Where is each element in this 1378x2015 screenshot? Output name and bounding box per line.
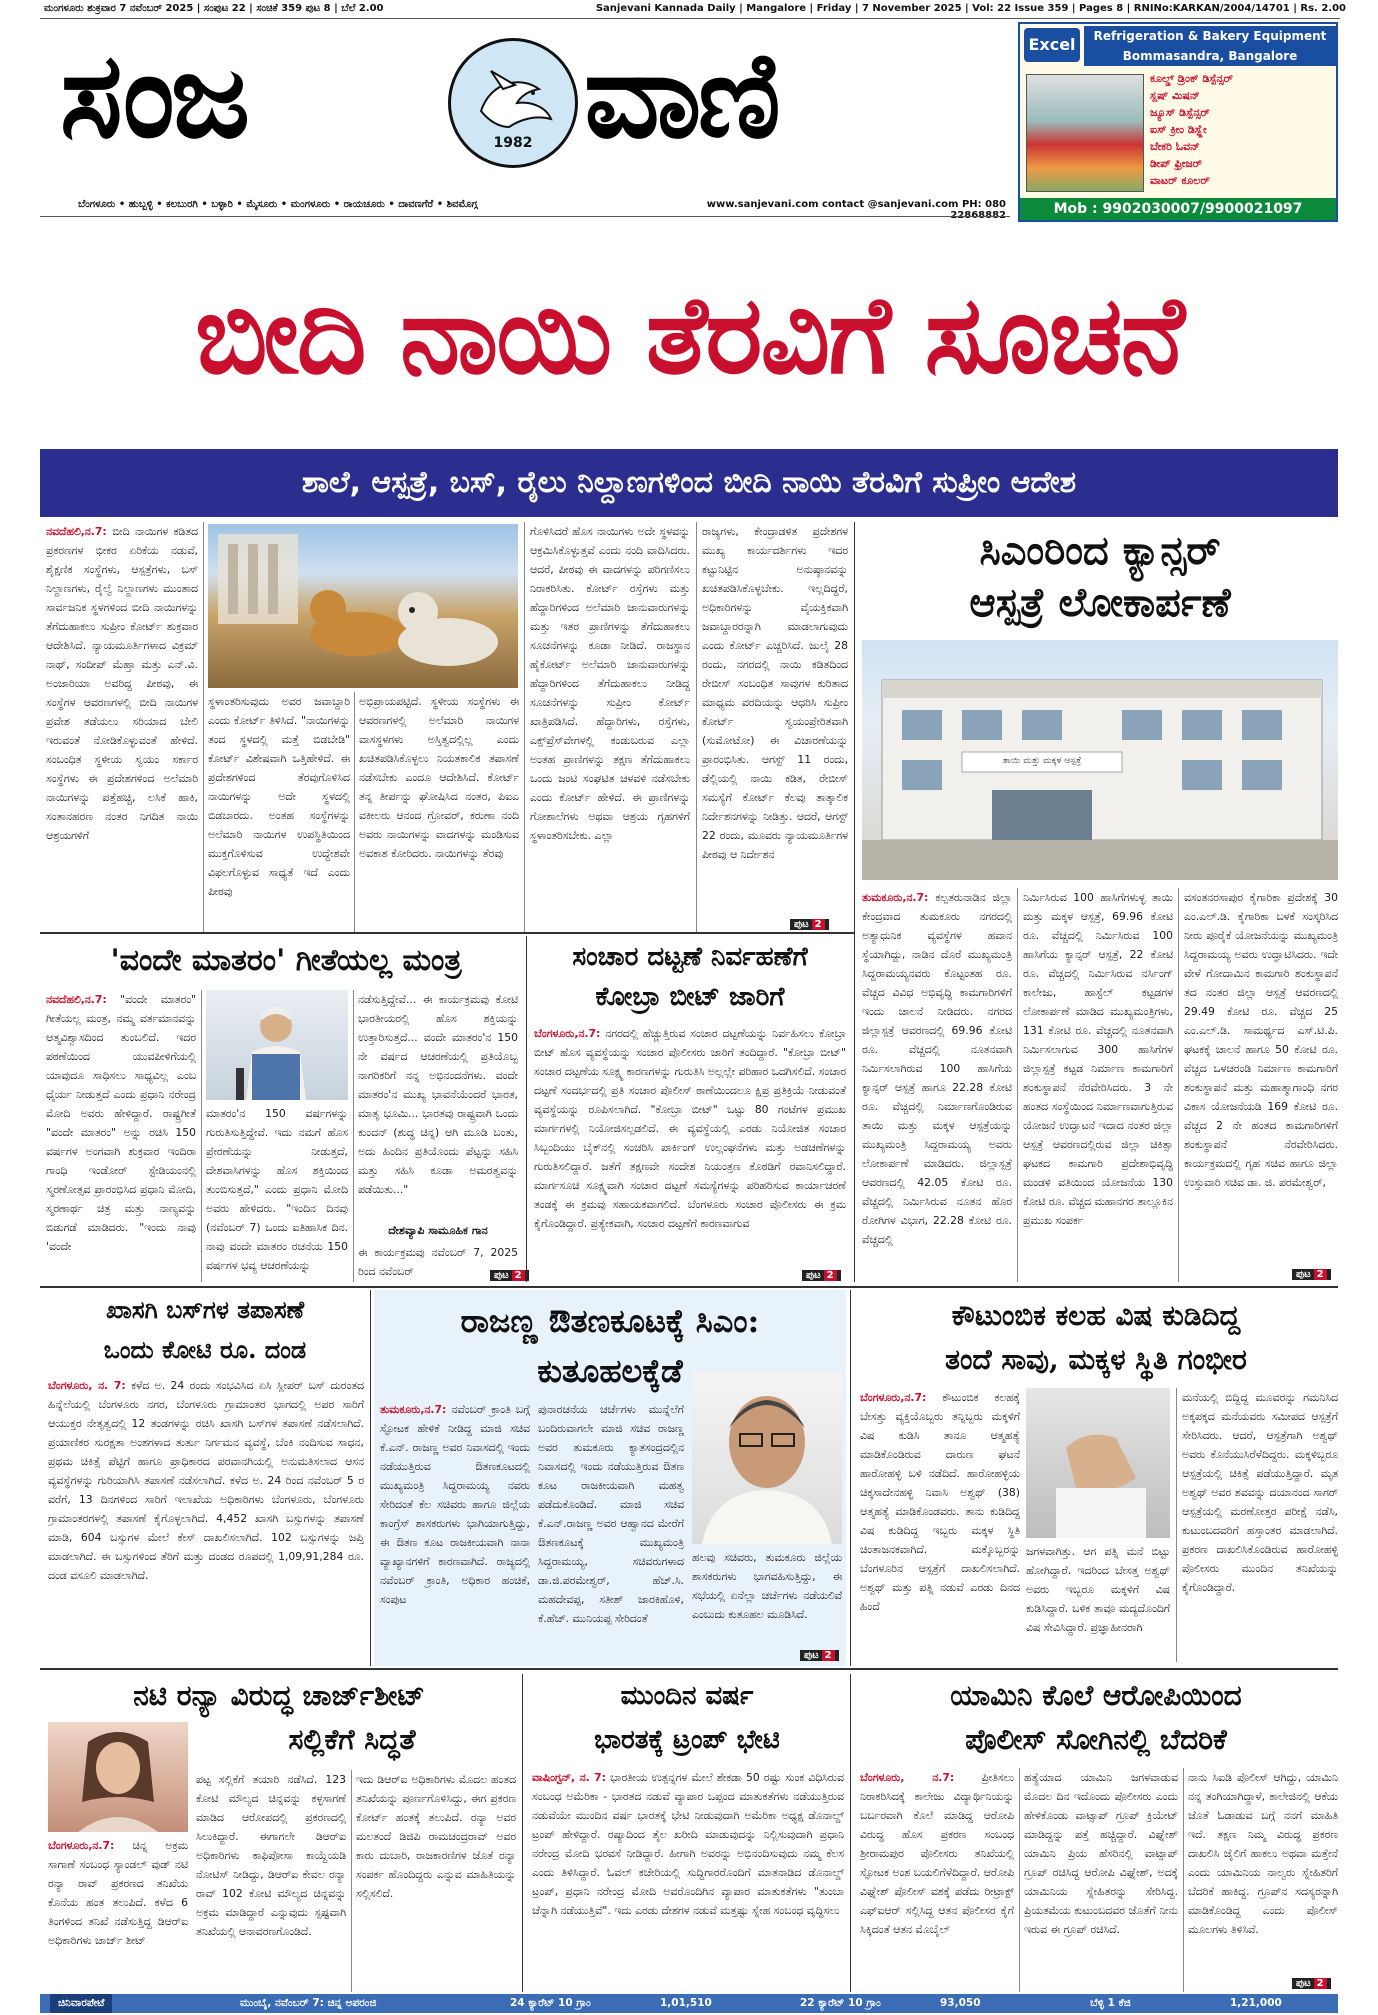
masthead-name-right: ವಾಣಿ xyxy=(584,26,777,164)
continued-label: ಪುಟ xyxy=(1296,1269,1311,1280)
continued-label: ಪುಟ xyxy=(1296,1978,1311,1989)
yamini-dateline: ಬೆಂಗಳೂರು, ನ.7: xyxy=(860,1771,955,1784)
continued-label: ಪುಟ xyxy=(494,1270,509,1281)
traffic-continued[interactable] xyxy=(802,1270,841,1281)
lead-body-1: ಬೀದಿ ನಾಯಿಗಳ ಕಡಿತದ ಪ್ರಕರಣಗಳ ಭೀಕರ ಏರಿಕೆಯ ನಡುವೆ, ಶೈಕ್ಷಣಿಕ ಸಂಸ್ಥೆಗಳು, ಆಸ್ಪತ್ರೆಗಳು, ಬಸ್ ನಿಲ್ದಾಣಗಳು, ರೈಲ್ವೆ ನಿಲ್ದಾಣಗಳು ಮುಂತಾದ ಸಾರ್ವಜನಿಕ ಸ್ಥಳಗಳಿಂದ ಬೀದಿ ನಾಯಿಗಳನ್ನು ತೆಗೆದುಹಾಕಲು ಸುಪ್ರೀಂ ಕೋರ್ಟ್ ಶುಕ್ರವಾರ ಆದೇಶಿಸಿದೆ. ನ್ಯಾಯಮೂರ್ತಿಗಳಾದ ವಿಕ್ರಮ್ ನಾಥ್, ಸಂದೀಪ್ ಮೆಹ್ತಾ ಮತ್ತು ಎನ್.ವಿ. ಅಂಜಾರಿಯಾ ಅವರಿದ್ದ ಪೀಠವು, ಈ ಸಂಸ್ಥೆಗಳ ಆವರಣಗಳಲ್ಲಿ ಬೀದಿ ನಾಯಿಗಳ ಪ್ರವೇಶ ತಡೆಯಲು ಸರಿಯಾದ ಬೇಲಿ ಇರುವಂತೆ ನೋಡಿಕೊಳ್ಳುವಂತೆ ಹೇಳಿದೆ. ಸಂಬಂಧಿತ ಸ್ಥಳೀಯ ಸ್ವಯಂ ಸರ್ಕಾರ ಸಂಸ್ಥೆಗಳು ಈ ಪ್ರದೇಶಗಳಿಂದ ಅಲೆಮಾರಿ ನಾಯಿಗಳನ್ನು ಪತ್ತೆಹಚ್ಚಿ, ಲಸಿಕೆ ಹಾಕಿ, ಸಂತಾನಹರಣ ನಂತರ ನಿಗದಿತ ನಾಯಿ ಆಶ್ರಯಗಳಿಗೆ xyxy=(46,525,198,842)
ranya-body-2: ಇದು ಡಿಆರ್‌ಐ ಅಧಿಕಾರಿಗಳು ಮೊದಲ ಹಂತದ ತನಿಖೆಯನ್ನು ಪೂರ್ಣಗೊಳಿಸಿದ್ದು, ಈಗ ಪ್ರಕರಣ ಕೋರ್ಟ್ ಹಂತಕ್ಕೆ ತಲುಪಿದೆ. ರನ್ಯಾ ಅವರ ಮಲತಂದೆ ಡಿಜಿಪಿ ರಾಮಚಂದ್ರರಾವ್ ಅವರ ಕಾರು ದುಬಾರಿ, ರಾಜಕಾರಣಿಗಳ ಜೊತೆ ರನ್ಯಾ ಸಂಪರ್ಕ ಹೊಂದಿದ್ದರು ಎನ್ನುವ ಮಾಹಿತಿಯನ್ನು ಸಲ್ಲಿಸಲಿದೆ. xyxy=(356,1773,516,1900)
ticker-22k-label: 22 ಕ್ಯಾರೆಟ್ 10 ಗ್ರಾಂ xyxy=(800,1997,881,2009)
ticker-24k-label: 24 ಕ್ಯಾರೆಟ್ 10 ಗ್ರಾಂ xyxy=(510,1997,591,2009)
vande-dateline: ನವದೆಹಲಿ,ನ.7: xyxy=(46,993,107,1006)
yamini-headline-2: ಪೊಲೀಸ್ ಸೋಗಿನಲ್ಲಿ ಬೆದರಿಕೆ xyxy=(965,1723,1227,1756)
vande-continued[interactable] xyxy=(490,1270,529,1281)
trump-body xyxy=(532,1768,844,1992)
vande-col-3 xyxy=(358,990,518,1222)
cancer-hospital-photo xyxy=(862,640,1338,880)
lead-body-2: ಸ್ಥಳಾಂತರಿಸುವುದು ಅವರ ಜವಾಬ್ದಾರಿ ಎಂದು ಕೋರ್ಟ್ ತಿಳಿಸಿದೆ. "ನಾಯಿಗಳನ್ನು ತಂದ ಸ್ಥಳದಲ್ಲಿ ಮತ್ತೆ ಬಿಡಬೇಡಿ" ಕೋರ್ಟ್ ವಿಶೇಷವಾಗಿ ಒತ್ತಿಹೇಳಿದೆ. ಈ ಪ್ರದೇಶಗಳಿಂದ ತೆರವುಗೊಳಿಸಿದ ನಾಯಿಗಳನ್ನು ಅದೇ ಸ್ಥಳದಲ್ಲಿ ಬಿಡಬಾರದು. ಅಂತಹ ಸಂಸ್ಥೆಗಳನ್ನು ಅಲೆಮಾರಿ ನಾಯಿಗಳ ಉಪಸ್ಥಿತಿಯಿಂದ ಮುಕ್ತಗೊಳಿಸುವ ಉದ್ದೇಶವೇ ವಿಫಲಗೊಳ್ಳುವ ಸಾಧ್ಯತೆ ಇದೆ ಎಂದು ಪೀಠವು xyxy=(208,695,350,898)
traffic-headline-1: ಸಂಚಾರ ದಟ್ಟಣೆ ನಿರ್ವಹಣೆಗೆ xyxy=(572,942,808,972)
vande-body-3: ನಡೆಸುತ್ತಿದ್ದೇವೆ... ಈ ಕಾರ್ಯಕ್ರಮವು ಕೋಟಿ ಭಾರತೀಯರಲ್ಲಿ ಹೊಸ ಶಕ್ತಿಯನ್ನು ಉತ್ತಾರಿಸುತ್ತದೆ... ವಂದೇ ಮಾತರಂ'ನ 150 ನೇ ವರ್ಷದ ಆಚರಣೆಯಲ್ಲಿ ಪ್ರತಿಯೊಬ್ಬ ನಾಗರಿಕರಿಗೆ ನನ್ನ ಅಭಿನಂದನೆಗಳು. ವಂದೇ ಮಾತರಂ'ನ ಮುಖ್ಯ ಭಾವನೆಯೆಂದರೆ ಭಾರತ, ಮಾತೃ ಭೂಮಿ... ಭಾರತವು ರಾಷ್ಟ್ರವಾಗಿ ಒಂದು ಕುಂದನ್ (ಶುದ್ಧ ಚಿನ್ನ) ಆಗಿ ಮೂಡಿ ಬಂತು, ಅದು ಹಿಂದಿನ ಪ್ರತಿಯೊಂದು ಪೆಟ್ಟನ್ನು ಸಹಿಸಿ ಮತ್ತು ಸಹಿಸಿ ಕೂಡಾ ಅಮರತ್ವವನ್ನು ಪಡೆಯಿತು..." xyxy=(358,993,518,1196)
cancer-headline-2: ಆಸ್ಪತ್ರೆ ಲೋಕಾರ್ಪಣೆ xyxy=(969,579,1231,626)
vande-body-1: "ವಂದೇ ಮಾತರಂ" ಗೀತೆಯಲ್ಲ ಮಂತ್ರ, ನಮ್ಮ ವರ್ತಮಾನವನ್ನು ಆತ್ಮವಿಶ್ವಾಸದಿಂದ ತುಂಬಲಿದೆ. ಇದರ ಪಠಣೆಯಿಂದ ಯುವಪೀಳಿಗೆಯಲ್ಲಿ ಯಾವುದೂ ಸಾಧಿಸಲು ಸಾಧ್ಯವಿಲ್ಲ ಎಂಬ ಧೈರ್ಯ ನೀಡುತ್ತದೆ ಎಂದು ಪ್ರಧಾನಿ ನರೇಂದ್ರ ಮೋದಿ ಅವರು ಹೇಳಿದ್ದಾರೆ. ರಾಷ್ಟ್ರಗೀತೆ "ವಂದೇ ಮಾತರಂ" ಅನ್ನು ರಚಿಸಿ 150 ವರ್ಷಗಳ ಅಂಗವಾಗಿ ಶುಕ್ರವಾರ ಇಂದಿರಾ ಗಾಂಧಿ ಇಂಡೋರ್ ಸ್ಟೇಡಿಯಂನಲ್ಲಿ ಸ್ಮರಣೋತ್ಸವ ಪ್ರಾರಂಭಿಸಿದ ಪ್ರಧಾನಿ ಮೋದಿ, ಸ್ಮರಣಾರ್ಥ ಚಿತ್ರ ಮತ್ತು ನಾಣ್ಯವನ್ನು ಬಿಡುಗಡೆ ಮಾಡಿದರು. "ಇಂದು ನಾವು 'ವಂದೇ xyxy=(46,993,196,1253)
continued-label: ಪುಟ xyxy=(794,919,809,930)
lead-col-2 xyxy=(208,692,350,932)
traffic-body-text: ನಗರದಲ್ಲಿ ಹೆಚ್ಚುತ್ತಿರುವ ಸಂಚಾರ ದಟ್ಟಣೆಯನ್ನು ನಿರ್ವಹಿಸಲು ಕೋಬ್ರಾ ಬೀಟ್ ಹೊಸ ವ್ಯವಸ್ಥೆಯನ್ನು ಸಂಚಾರ ಪೊಲೀಸರು ಜಾರಿಗೆ ತಂದಿದ್ದಾರೆ. "ಕೋಬ್ರಾ ಬೀಟ್" ಸಂಚಾರ ದಟ್ಟಣೆಯ ಸೂಕ್ಷ್ಮ ಕಾರಣಗಳನ್ನು ಗುರುತಿಸಿ ಅಲ್ಲಲ್ಲೇ ಪರಿಹಾರ ಒದಗಿಸಲಿದೆ. ಸಂಚಾರ ದಟ್ಟಣೆ ಸಂದರ್ಭದಲ್ಲಿ ಪ್ರತಿ ಸಂಚಾರ ಪೊಲೀಸ್ ಠಾಣೆಯಿಂದಲೂ ಕ್ಷಿಪ್ರ ಪ್ರತಿಕ್ರಿಯೆ ನೀಡುವಂತೆ ವ್ಯವಸ್ಥೆಯನ್ನು ರೂಪಿಸಲಾಗಿದೆ. "ಕೋಬ್ರಾ ಬೀಟ್" ಒಟ್ಟು 80 ಗಂಟೆಗಳ ಪ್ರಮುಖ ಮಾರ್ಗಗಳಲ್ಲಿ ನಿಯೋಜಿಸಲ್ಪಡಲಿದೆ. ಈ ವ್ಯವಸ್ಥೆಯಲ್ಲಿ ಎರಡು ನಿಯೋಜಿತ ಸಂಚಾರ ಸಿಬ್ಬಂದಿಯು ಬೈಕ್‌ನಲ್ಲಿ ಸಂಚರಿಸಿ ಪಾರ್ಕಿಂಗ್ ಉಲ್ಲಂಘನೆಗಳು ಮತ್ತು ಅಡಚಣೆಗಳನ್ನು ಗುರುತಿಸಲಿದ್ದಾರೆ. ಜತೆಗೆ ತಕ್ಷಣವೇ ಸಂದೇಶ ನಿಯಂತ್ರಣ ಕೊಠಡಿಗೆ ರವಾನಿಸಲಿದ್ದಾರೆ. ಮಾರ್ಗಸೂಚಿ ಸೂಕ್ಷ್ಮವಾಗಿ ಸಂಚಾರ ದಟ್ಟಣೆ ಸಮಸ್ಯೆಗಳನ್ನು ಪರಿಹರಿಸುವ ಕಾರ್ಯಾಚರಣೆ ತಂಡಕ್ಕೆ ಈ ಕ್ರಮವು ಸಹಾಯಕವಾಗಲಿದೆ. ಬೆಂಗಳೂರು ಸಂಚಾರ ಪೊಲೀಸರು ಈ ಕ್ರಮ ಕೈಗೊಂಡಿದ್ದಾರೆ. ಪ್ರತ್ಯೇಕವಾಗಿ, ಸಂಚಾರ ದಟ್ಟಣೆಗೆ ಕಾರಣವಾಗುವ xyxy=(534,1027,846,1230)
cancer-body-2: ನಿರ್ಮಿಸಿರುವ 100 ಹಾಸಿಗೆಗಳುಳ್ಳ ತಾಯಿ ಮತ್ತು ಮಕ್ಕಳ ಆಸ್ಪತ್ರೆ, 69.96 ಕೋಟಿ ರೂ. ವೆಚ್ಚದಲ್ಲಿ ನಿರ್ಮಿಸಿರುವ 100 ಹಾಸಿಗೆಯ ಕ್ಯಾನ್ಸರ್ ಆಸ್ಪತ್ರೆ, 22 ಕೋಟಿ ರೂ. ವೆಚ್ಚದಲ್ಲಿ ನಿರ್ಮಿಸಿರುವ ನರ್ಸಿಂಗ್ ಕಾಲೇಜು, ಹಾಸ್ಟೆಲ್ ಕಟ್ಟಡಗಳ ಲೋಕಾರ್ಪಣೆ ಮಾಡಿದ ಮುಖ್ಯಮಂತ್ರಿಗಳು, 131 ಕೋಟಿ ರೂ. ವೆಚ್ಚದಲ್ಲಿ ನೂತನವಾಗಿ ನಿರ್ಮಿಸಲಾಗುವ 300 ಹಾಸಿಗೆಗಳ ಜಿಲ್ಲಾಸ್ಪತ್ರೆ ಕಟ್ಟಡ ನಿರ್ಮಾಣ ಕಾಮಗಾರಿಗೆ ಶಂಕುಸ್ಥಾಪನೆ ನೆರವೇರಿಸಿದರು. 3 ನೇ ಹಂತದ ಸಂಸ್ಥೆಯಿಂದ ನಿರ್ಮಾಣವಾಗುತ್ತಿರುವ ಯೋಜನೆ ಉದ್ಘಾಟನೆ ಇದಾದ ನಂತರ ಜಿಲ್ಲಾ ಆಸ್ಪತ್ರೆ ಆವರಣದಲ್ಲಿರುವ ಜಿಲ್ಲಾ ಚಿಕಿತ್ಸಾ ಘಟಕದ ಕಾಮಗಾರಿ ಪ್ರದೇಶಾಭಿವೃದ್ಧಿ ಮಂಡಳಿ ವತಿಯಿಂದ ಯೋಜನೆಯ 130 ಕೋಟಿ ರೂ. ವೆಚ್ಚದ ಮಹಾನಗರ ತಾಲ್ಲೂಕಿನ ಪ್ರಮುಖ ಸಂಪರ್ಕ xyxy=(1023,891,1173,1227)
bus-body-text: ಕಳೆದ ಅ. 24 ರಂದು ಸಂಭವಿಸಿದ ಏಸಿ ಸ್ಲೀಪರ್ ಬಸ್ ದುರಂತದ ಹಿನ್ನೆಲೆಯಲ್ಲಿ ಬೆಂಗಳೂರು ನಗರ, ಬೆಂಗಳೂರು ಗ್ರಾಮಾಂತರ ಭಾಗದಲ್ಲಿ ಅಪರ ಸಾರಿಗೆ ಆಯುಕ್ತರ ನೇತೃತ್ವದಲ್ಲಿ 12 ತಂಡಗಳನ್ನು ರಚಿಸಿ ಖಾಸಗಿ ಬಸ್‌ಗಳ ತಪಾಸಣೆ ನಡೆಸಲಾಗಿದೆ. ಪ್ರಯಾಣಿಕರ ಸುರಕ್ಷತಾ ಅಂಶಗಳಾದ ತುರ್ತು ನಿರ್ಗಮನ ವ್ಯವಸ್ಥೆ, ಬೆಂಕಿ ನಂದಿಸುವ ಸಾಧನ, ಪ್ರಥಮ ಚಿಕಿತ್ಸೆ ಪೆಟ್ಟಿಗೆ ಹಾಗೂ ಪ್ರಾಧಿಕಾರದ ಪರವಾನಗಿಯಲ್ಲಿ ಅನುಮತಿಸಲಾದ ಆಸನ ವ್ಯವಸ್ಥೆಗಳನ್ನು ಗುರಿಯಾಗಿಸಿ ತಪಾಸಣೆ ನಡೆಸಲಾಗಿದೆ. ಕಳೆದ ಅ. 24 ರಿಂದ ನವೆಂಬರ್ 5 ರ ವರೆಗೆ, 13 ದಿನಗಳಿಂದ ಸಾರಿಗೆ ಇಲಾಖೆಯ ಅಧಿಕಾರಿಗಳು ಬೆಂಗಳೂರು, ಬೆಂಗಳೂರು ಗ್ರಾಮಾಂತರಗಳಲ್ಲಿ ತಪಾಸಣೆ ಕೈಗೊಳ್ಳಲಾಗಿದೆ. 4,452 ಖಾಸಗಿ ಬಸ್ಸುಗಳನ್ನು ತಪಾಸಣೆ ಮಾಡಿ, 604 ಬಸ್ಸುಗಳ ಮೇಲೆ ಕೇಸ್ ದಾಖಲಿಸಲಾಗಿದೆ. 102 ಬಸ್ಸುಗಳನ್ನು ಜಪ್ತಿ ಮಾಡಲಾಗಿದೆ. ಈ ಬಸ್ಸುಗಳಿಂದ ತೆರಿಗೆ ಮತ್ತು ದಂಡದ ರೂಪದಲ್ಲಿ 1,09,91,284 ರೂ. ದಂಡ ವಸೂಲಿ ಮಾಡಲಾಗಿದೆ. xyxy=(48,1379,364,1582)
ad-line: ಸ್ಲಷ್ ಮಿಷನ್ xyxy=(1150,89,1200,102)
lead-col-5 xyxy=(702,522,848,917)
rajanna-col-3 xyxy=(692,1548,842,1654)
continued-page: 2 xyxy=(1314,1978,1327,1989)
ad-line: ಡೀಪ್ ಫ್ರೀಜರ್ xyxy=(1150,157,1203,170)
lead-photo-dogs xyxy=(208,524,518,688)
rajanna-headline-1: ರಾಜಣ್ಣ ಔತಣಕೂಟಕ್ಕೆ ಸಿಎಂ: xyxy=(460,1302,760,1340)
rajanna-headline-2: ಕುತೂಹಲಕ್ಕೆಡೆ xyxy=(537,1352,683,1390)
cancer-dateline: ತುಮಕೂರು,ನ.7: xyxy=(862,891,929,904)
continued-label: ಪುಟ xyxy=(806,1270,821,1281)
ad-brand: Excel xyxy=(1024,28,1080,62)
bus-headline-1: ಖಾಸಗಿ ಬಸ್‌ಗಳ ತಪಾಸಣೆ xyxy=(105,1295,305,1324)
vande-body-2: ಮಾತರಂ'ನ 150 ವರ್ಷಗಳನ್ನು ಗುರುತಿಸುತ್ತಿದ್ದೇವೆ. ಇದು ನಮಗೆ ಹೊಸ ಪ್ರೇರಣೆಯನ್ನು ನೀಡುತ್ತದೆ, ದೇಶವಾಸಿಗಳನ್ನು ಹೊಸ ಶಕ್ತಿಯಿಂದ ತುಂಬಿಸುತ್ತದೆ," ಎಂದು ಪ್ರಧಾನಿ ಮೋದಿ ಅವರು ಹೇಳಿದರು. "ಇಂದಿನ ದಿನವು (ನವೆಂಬರ್ 7) ಒಂದು ಐತಿಹಾಸಿಕ ದಿನ. ನಾವು ವಂದೇ ಮಾತರಂ ರಚನೆಯ 150 ವರ್ಷಗಳ ಭವ್ಯ ಆಚರಣೆಯನ್ನು xyxy=(206,1107,348,1272)
rajanna-col-2 xyxy=(538,1400,684,1662)
rajanna-body-3: ಹಲವು ಸಚಿವರು, ತುಮಕೂರು ಜಿಲ್ಲೆಯ ಶಾಸಕರುಗಳು ಭಾಗವಹಿಸುತ್ತಿದ್ದು, ಈ ಸಭೆಯಲ್ಲಿ ಏನೆಲ್ಲಾ ಚರ್ಚೆಗಳು ನಡೆಯಲಿವೆ ಎಂಬುದು ಕುತೂಹಲ ಮೂಡಿಸಿದೆ. xyxy=(692,1551,842,1621)
lead-col-4 xyxy=(530,522,690,932)
ranya-body-1: ಪಟ್ಟ ಸಲ್ಲಿಕೆಗೆ ತಯಾರಿ ನಡೆಸಿದೆ. 123 ಕೋಟಿ ಮೌಲ್ಯದ ಚಿನ್ನವನ್ನು ಕಳ್ಳಸಾಗಣೆ ಮಾಡಿದ ಆರೋಪದಲ್ಲಿ ಪ್ರಕರಣದಲ್ಲಿ ಸಿಲುಕಿದ್ದಾರೆ. ಈಗಾಗಲೇ ಡಿಆರ್‌ಐ ಅಧಿಕಾರಿಗಳು ಕಾಫಿಪೋಸಾ ಕಾಯ್ದೆಯಡಿ ನೋಟಿಸ್ ನೀಡಿದ್ದು, ಡಿಆರ್‌ಐ ಕೇವಲ ರನ್ಯಾ ರಾವ್ 102 ಕೋಟಿ ಮೌಲ್ಯದ ಚಿನ್ನವನ್ನು ಅಕ್ರಮ ಮಾಡಿದ್ದಾರೆ ಎನ್ನುವುದು ಸ್ಪಷ್ಟವಾಗಿ ತನಿಖೆಯಲ್ಲಿ ಆನಾವರಣಗೊಂಡಿದೆ. xyxy=(196,1773,346,1938)
continued-page: 2 xyxy=(1314,1269,1327,1280)
ticker-22k-value: 93,050 xyxy=(940,1997,981,2009)
dateline-english: Sanjevani Kannada Daily | Mangalore | Friday | 7 November 2025 | Vol: 22 Issue 359 | Pages 8 | RNINo:KARKAN/2004/14701 | Rs. 2.00 xyxy=(595,3,1346,14)
cancer-col-1 xyxy=(862,888,1012,1282)
cancer-body-3: ವಸಂತನರಸಾಪುರ ಕೈಗಾರಿಕಾ ಪ್ರದೇಶಕ್ಕೆ 30 ಎಂ.ಎಲ್.ಡಿ. ಕೈಗಾರಿಕಾ ಬಳಕೆ ಸಂಸ್ಕರಿಸಿದ ನೀರು ಪೂರೈಕೆ ಯೋಜನೆಯನ್ನು ಮುಖ್ಯಮಂತ್ರಿ ಸಿದ್ದರಾಮಯ್ಯ ಅವರು ಉದ್ಘಾಟಿಸಿದರು. ಇದೇ ವೇಳೆ ಗೋದಾಮಿನ ಕಾಮಗಾರಿ ಶಂಕುಸ್ಥಾಪನೆ ತದ ನಂತರ ಜಿಲ್ಲಾ ಆಸ್ಪತ್ರೆ ಆವರಣದಲ್ಲಿ 29.49 ಕೋಟಿ ರೂ. ವೆಚ್ಚದ 25 ಎಂ.ಎಲ್.ಡಿ. ಸಾಮರ್ಥ್ಯದ ಎಸ್.ಟಿ.ಪಿ. ಘಟಕಕ್ಕೆ ಚಾಲನೆ ಹಾಗೂ 50 ಕೋಟಿ ರೂ. ವೆಚ್ಚದ ಒಳಚರಂಡಿ ನಿರ್ಮಾಣ ಕಾಮಗಾರಿಗೆ ಶಂಕುಸ್ಥಾಪನೆ ಮತ್ತು ಮಹಾತ್ಮಾಗಾಂಧಿ ನಗರ ವಿಕಾಸ ಯೋಜನೆಯಡಿ 169 ಕೋಟಿ ರೂ. ವೆಚ್ಚದ 2 ನೇ ಹಂತದ ಕಾಮಗಾರಿಗಳಿಗೆ ಶಂಕುಸ್ಥಾಪನೆ ನೆರವೇರಿಸಿದರು. ಕಾರ್ಯಕ್ರಮದಲ್ಲಿ ಗೃಹ ಸಚಿವ ಹಾಗೂ ಜಿಲ್ಲಾ ಉಸ್ತುವಾರಿ ಸಚಿವ ಡಾ. ಜಿ. ಪರಮೇಶ್ವರ್, xyxy=(1184,891,1338,1189)
ranya-headline-2: ಸಲ್ಲಿಕೆಗೆ ಸಿದ್ಧತೆ xyxy=(288,1723,416,1756)
ticker-city: ಮುಂಬೈ, ನವೆಂಬರ್ 7: ಚಿನ್ನ ಅಪರಂಜಿ xyxy=(240,1997,377,2009)
family-photo xyxy=(1026,1388,1170,1538)
yamini-body-1: ಪ್ರೀತಿಸಲು ನಿರಾಕರಿಸಿದಕ್ಕೆ ಕಾಲೇಜು ವಿದ್ಯಾರ್ಥಿನಿಯನ್ನು ಬರ್ಬರವಾಗಿ ಕೊಲೆ ಮಾಡಿದ್ದ ಆರೋಪಿ ವಿರುದ್ಧ ಹೊಸ ಪ್ರಕರಣ ಸಂಬಂಧ ಶ್ರೀರಾಮಪುರ ಪೊಲೀಸರು ತನಿಖೆಯಲ್ಲಿ ಸ್ಫೋಟಕ ಅಂಶ ಬಯಲಿಗೆಳೆದಿದ್ದಾರೆ. ಆರೋಪಿ ವಿಘ್ನೇಶ್ ಪೊಲೀಸ್ ವಶಕ್ಕೆ ಪಡೆದು ರೀಟ್ರಾಕ್ಟ್ ಎಫ್‌ಐಆರ್ ಸಲ್ಲಿಸಿದ್ದ ಆತನ ಪೊಲೀಸರ ಕೈಗೆ ಸಿಕ್ಕಿದಂತೆ ಆತನ ಮೊಬೈಲ್ xyxy=(860,1771,1014,1936)
continued-page: 2 xyxy=(512,1270,525,1281)
ranya-dateline: ಬೆಂಗಳೂರು,ನ.7: xyxy=(48,1839,115,1852)
cancer-body-1: ಕಲ್ಪತರುನಾಡಿನ ಜಿಲ್ಲಾ ಕೇಂದ್ರವಾದ ತುಮಕೂರು ನಗರದಲ್ಲಿ ಅತ್ಯಾಧುನಿಕ ವ್ಯವಸ್ಥೆಗಳ ಹವಾನ ಸ್ಥೆಯಾಗಿದ್ದು, ನಾಡಿನ ದೊರೆ ಮುಖ್ಯಮಂತ್ರಿ ಸಿದ್ದರಾಮಯ್ಯನವರು ಕೊಟ್ಟಂತಹ ರೂ. ವೆಚ್ಚದ ವಿವಿಧ ಅಭಿವೃದ್ಧಿ ಕಾಮಗಾರಿಗಳಿಗೆ ಇಂದು ಚಾಲನೆ ನೀಡಿದರು. ನಗರದ ಜಿಲ್ಲಾಸ್ಪತ್ರೆ ಆವರಣದಲ್ಲಿ 69.96 ಕೋಟಿ ರೂ. ವೆಚ್ಚದಲ್ಲಿ ನೂತನವಾಗಿ ನಿರ್ಮಿಸಲಾಗಿರುವ 100 ಹಾಸಿಗೆಯ ಕ್ಯಾನ್ಸರ್ ಆಸ್ಪತ್ರೆ ಹಾಗೂ 22.28 ಕೋಟಿ ರೂ. ವೆಚ್ಚದಲ್ಲಿ ನಿರ್ಮಾಣಗೊಂಡಿರುವ ತಾಯಿ ಮತ್ತು ಮಕ್ಕಳ ಆಸ್ಪತ್ರೆಯನ್ನು ಮುಖ್ಯಮಂತ್ರಿ ಸಿದ್ದರಾಮಯ್ಯ ಅವರು ಲೋಕಾರ್ಪಣೆ ಮಾಡಿದರು. ಜಿಲ್ಲಾಸ್ಪತ್ರೆ ಆವರಣದಲ್ಲಿ 42.05 ಕೋಟಿ ರೂ. ವೆಚ್ಚದಲ್ಲಿ ನಿರ್ಮಿಸಿರುವ ನೂತನ ಹೊರ ರೋಗಿಗಳ ವಿಭಾಗ, 22.28 ಕೋಟಿ ರೂ. ವೆಚ್ಚದಲ್ಲಿ xyxy=(862,891,1012,1246)
family-body-2: ಜಗಳವಾಗಿತ್ತು. ಆಗ ಪತ್ನಿ ಮನೆ ಬಿಟ್ಟು ಹೋಗಿದ್ದಾರೆ. ಇದರಿಂದ ಬೇಸತ್ತ ಅಶ್ವಥ್ ಅವರು ಇಬ್ಬರೂ ಮಕ್ಕಳಿಗೆ ವಿಷ ಕುಡಿಸಿದ್ದಾರೆ. ಬಳಿಕ ತಾವೂ ಮದ್ಯದೊಂದಿಗೆ ವಿಷ ಸೇವಿಸಿದ್ದಾರೆ. ಪ್ರಜ್ಞಾಹೀನರಾಗಿ xyxy=(1026,1545,1170,1634)
family-col-1 xyxy=(860,1388,1020,1662)
rajanna-dateline: ತುಮಕೂರು,ನ.7: xyxy=(380,1403,447,1416)
ad-line: ವಾಟರ್ ಕೂಲರ್ xyxy=(1150,174,1210,187)
yamini-col-3 xyxy=(1188,1768,1338,1974)
continued-page: 2 xyxy=(824,1270,837,1281)
yamini-headline-1: ಯಾಮಿನಿ ಕೊಲೆ ಆರೋಪಿಯಿಂದ xyxy=(950,1679,1242,1712)
ranya-headline-1: ನಟಿ ರನ್ಯಾ ವಿರುದ್ಧ ಚಾರ್ಜ್‌ಶೀಟ್ xyxy=(133,1679,425,1712)
lead-headline: ಬೀದಿ ನಾಯಿ ತೆರವಿಗೆ ಸೂಚನೆ xyxy=(195,273,1183,398)
gold-ticker xyxy=(40,1994,1338,2013)
rajanna-photo xyxy=(692,1372,842,1544)
traffic-dateline: ಬೆಂಗಳೂರು,ನ.7: xyxy=(534,1027,601,1040)
ad-location: Bommasandra, Bangalore xyxy=(1084,46,1336,66)
modi-photo xyxy=(206,990,348,1100)
trump-body-text: ಭಾರತೀಯ ಉತ್ಪನ್ನಗಳ ಮೇಲೆ ಶೇಕಡಾ 50 ರಷ್ಟು ಸುಂಕ ವಿಧಿಸಿರುವ ಸಂಬಂಧ ಅಮೆರಿಕಾ - ಭಾರತದ ನಡುವೆ ವ್ಯಾಪಾರ ಒಪ್ಪಂದ ಮಾತುಕತೆಗಳು ನಡೆಯುತ್ತಿರುವ ನಡುವೆಯೇ ಮುಂದಿನ ವರ್ಷ ಭಾರತಕ್ಕೆ ಭೇಟಿ ನೀಡುವುದಾಗಿ ಅಮೆರಿಕಾ ಅಧ್ಯಕ್ಷ ಡೊನಾಲ್ಡ್ ಟ್ರಂಪ್ ಹೇಳಿದ್ದಾರೆ. ರಷ್ಯಾದಿಂದ ತೈಲ ಖರೀದಿ ಮಾಡುವುದನ್ನು ನಿಲ್ಲಿಸುವುದಾಗಿ ಪ್ರಧಾನಿ ನರೇಂದ್ರ ಮೋದಿ ಭರವಸೆ ನೀಡಿದ್ದಾರೆ. ಹೀಗಾಗಿ ಅವರನ್ನು ಅಭಿನಂದಿಸುವುದು ನಮ್ಮ ಕೆಲಸ ಎಂದು ತಿಳಿಸಿದ್ದಾರೆ. ಓವಲ್ ಕಚೇರಿಯಲ್ಲಿ ಸುದ್ದಿಗಾರರೊಂದಿಗೆ ಮಾತನಾಡಿದ ಡೊನಾಲ್ಡ್ ಟ್ರಂಪ್, ಪ್ರಧಾನಿ ನರೇಂದ್ರ ಮೋದಿ ಅವರೊಂದಿಗಿನ ವ್ಯಾಪಾರ ಮಾತುಕತೆಗಳು "ತುಂಬಾ ಚೆನ್ನಾಗಿ ನಡೆಯುತ್ತಿವೆ". ಇದು ಎರಡು ದೇಶಗಳ ನಡುವೆ ಮತ್ತಷ್ಟು ಸ್ನೇಹ ಸಂಬಂಧ ವೃದ್ಧಿಸಲು xyxy=(532,1771,844,1917)
masthead-logo xyxy=(448,38,578,168)
lead-subhead: ಶಾಲೆ, ಆಸ್ಪತ್ರೆ, ಬಸ್, ರೈಲು ನಿಲ್ದಾಣಗಳಿಂದ ಬೀದಿ ನಾಯಿ ತೆರವಿಗೆ ಸುಪ್ರೀಂ ಆದೇಶ xyxy=(40,449,1338,517)
family-headline-2: ತಂದೆ ಸಾವು, ಮಕ್ಕಳ ಸ್ಥಿತಿ ಗಂಭೀರ xyxy=(945,1343,1247,1376)
rajanna-body-1: ನವೆಂಬರ್ ಕ್ರಾಂತಿ ಬಗ್ಗೆ ಸ್ಫೋಟಕ ಹೇಳಿಕೆ ನೀಡಿದ್ದ ಮಾಜಿ ಸಚಿವ ಕೆ.ಎನ್. ರಾಜಣ್ಣ ಅವರ ನಿವಾಸದಲ್ಲಿ ಇಂದು ನಡೆಯುತ್ತಿರುವ ಔತಣಕೂಟದಲ್ಲಿ ಮುಖ್ಯಮಂತ್ರಿ ಸಿದ್ದರಾಮಯ್ಯ ನವರು ಸೇರಿದಂತೆ ಕೆಲ ಸಚಿವರು ಹಾಗೂ ಜಿಲ್ಲೆಯ ಕಾಂಗ್ರೆಸ್ ಶಾಸಕರುಗಳು ಭಾಗಿಯಾಗುತ್ತಿದ್ದು, ಈ ಔತಣ ಕೂಟ ರಾಜಕೀಯವಾಗಿ ನಾನಾ ವ್ಯಾಖ್ಯಾನಗಳಿಗೆ ಕಾರಣವಾಗಿದೆ. ರಾಜ್ಯದಲ್ಲಿ ನವೆಂಬರ್ ಕ್ರಾಂತಿ, ಅಧಿಕಾರ ಹಂಚಿಕೆ, ಸಂಪುಟ xyxy=(380,1403,530,1606)
ranya-photo xyxy=(48,1722,188,1832)
yamini-body-2: ಹತ್ಯೆಯಾದ ಯಾಮಿನಿ ಜಗಳವಾಡುವ ಮೊದಲ ದಿನ ಇದೊಂದು ಪೊಲೀಸರು ಎಂದು ಹೇಳಿಕೊಂಡು ವಾಟ್ಸಾಪ್ ಗ್ರೂಪ್ ಕ್ರಿಯೇಟ್ ಮಾಡಿದ್ದನ್ನು ಪತ್ತೆ ಹಚ್ಚಿದ್ದಾರೆ. ವಿಘ್ನೇಶ್ ಯಾಮಿನಿ ಪ್ರಿಯ ಹೆಸರಿನಲ್ಲಿ ವಾಟ್ಸಾಪ್ ಗ್ರೂಪ್ ರಚಿಸಿದ್ದ ಆರೋಪಿ ವಿಘ್ನೇಶ್, ಅದಕ್ಕೆ ಯಾಮಿನಿಯ ಸ್ನೇಹಿತರನ್ನು ಸೇರಿಸಿದ್ದ. ಪ್ರಿಯತಮೆಯ ಕುಟುಂಬದವರ ಜೊತೆಗೆ ನೀನು ಇರುವ ಈ ಗ್ರೂಪ್ ರಚಿಸಿದೆ. xyxy=(1024,1771,1178,1936)
ad-product-image xyxy=(1026,74,1144,192)
family-col-3 xyxy=(1182,1388,1338,1662)
advertisement[interactable] xyxy=(1018,22,1338,222)
masthead-name-left: ಸಂಜ xyxy=(60,26,247,164)
continued-page: 2 xyxy=(822,1650,835,1661)
logo-year: 1982 xyxy=(493,135,533,151)
ad-title: Refrigeration & Bakery Equipment xyxy=(1084,26,1336,46)
family-headline-1: ಕೌಟುಂಬಿಕ ಕಲಹ ವಿಷ ಕುಡಿದಿದ್ದ xyxy=(951,1299,1241,1332)
ad-product-list xyxy=(1150,70,1334,189)
vande-body-4: ಈ ಕಾರ್ಯಕ್ರಮವು ನವೆಂಬರ್ 7, 2025 ರಿಂದ ನವೆಂಬರ್ xyxy=(358,1246,518,1278)
cancer-col-2 xyxy=(1023,888,1173,1282)
rajanna-col-1 xyxy=(380,1400,530,1662)
trump-headline-1: ಮುಂದಿನ ವರ್ಷ xyxy=(620,1681,754,1711)
trump-dateline: ವಾಷಿಂಗ್ಟನ್, ನ. 7: xyxy=(532,1771,606,1784)
ad-line: ಐಸ್ ಕ್ರೀಂ ಡಿಸ್ಪ್ಲೇ xyxy=(1150,123,1207,136)
ticker-silver-value: 1,21,000 xyxy=(1230,1997,1282,2009)
contact-line: www.sanjevani.com contact @sanjevani.com PH: 080 xyxy=(706,199,1006,210)
family-body-1: ಕೌಟುಂಬಿಕ ಕಲಹಕ್ಕೆ ಬೇಸತ್ತು ವ್ಯಕ್ತಿಯೊಬ್ಬರು ತನ್ನಿಬ್ಬರು ಮಕ್ಕಳಿಗೆ ವಿಷ ಕುಡಿಸಿ ತಾನೂ ಆತ್ಮಹತ್ಯೆ ಮಾಡಿಕೊಂಡಿರುವ ದಾರುಣ ಘಟನೆ ಹಾರೋಹಳ್ಳಿ ಬಳಿ ನಡೆದಿದೆ. ಹಾರೋಹಳ್ಳಿಯ ಚಿಕ್ಕಸಾದೇನಹಳ್ಳಿ ನಿವಾಸಿ ಅಶ್ವಥ್ (38) ಆತ್ಮಹತ್ಯೆ ಮಾಡಿಕೊಂಡವರು. ತಾನು ಕುಡಿದಿದ್ದ ವಿಷ ಕುಡಿದಿದ್ದ ಇಬ್ಬರು ಮಕ್ಕಳ ಸ್ಥಿತಿ ಚಿಂತಾಜನಕವಾಗಿದೆ. ಮಕ್ಕೊಬ್ಬರನ್ನು ಬೆಂಗಳೂರಿನ ಆಸ್ಪತ್ರೆಗೆ ದಾಖಲಿಸಲಾಗಿದೆ. ಅಶ್ವಥ್ ಮತ್ತು ಪತ್ನಿ ನಡುವೆ ಎರಡು ದಿನದ ಹಿಂದೆ xyxy=(860,1391,1020,1613)
bus-headline-2: ಒಂದು ಕೋಟಿ ರೂ. ದಂಡ xyxy=(103,1335,307,1364)
traffic-headline-2: ಕೋಬ್ರಾ ಬೀಟ್ ಜಾರಿಗೆ xyxy=(595,982,785,1012)
bus-body xyxy=(48,1376,364,1660)
lead-body-3: ಅಭಿಪ್ರಾಯಪಟ್ಟಿದೆ. ಸ್ಥಳೀಯ ಸಂಸ್ಥೆಗಳು ಈ ಆವರಣಗಳಲ್ಲಿ ಅಲೆಮಾರಿ ನಾಯಿಗಳ ವಾಸಸ್ಥಳಗಳು ಅಸ್ತಿತ್ವದಲ್ಲಿಲ್ಲ ಎಂದು ಖಚಿತಪಡಿಸಿಕೊಳ್ಳಲು ನಿಯತಕಾಲಿಕ ತಪಾಸಣೆ ನಡೆಸಬೇಕು ಎಂದೂ ಆದೇಶಿಸಿದೆ. ಕೋರ್ಟ್ ತನ್ನ ತೀರ್ಪನ್ನು ಘೋಷಿಸಿದ ನಂತರ, ಪಿಐಎ ವಕೀಲರು ಆನಂದ ಗ್ರೋವರ್, ಕರುಣಾ ನಂದಿ ಅವರು ನಾಯಿಗಳನ್ನು ವಾದಗಳನ್ನು ಮಂಡಿಸುವ ಅವಕಾಶ ಕೋರಿದರು. ನಾಯಿಗಳನ್ನು ತೆರವು xyxy=(359,695,519,860)
lead-continued[interactable] xyxy=(790,919,829,930)
ticker-silver-label: ಬೆಳ್ಳಿ 1 ಕೆಜಿ xyxy=(1090,1997,1131,2009)
vande-col-2 xyxy=(206,1104,348,1282)
rajanna-continued[interactable] xyxy=(800,1650,839,1661)
family-dateline: ಬೆಂಗಳೂರು,ನ.7: xyxy=(860,1391,927,1404)
ad-line: ಕೂಲ್ಡ್ ಡ್ರಿಂಕ್ ಡಿಸ್ಪೆನ್ಸರ್ xyxy=(1150,72,1233,85)
lead-body-4: ಗೊಳಿಸಿದರೆ ಹೊಸ ನಾಯಿಗಳು ಅದೇ ಸ್ಥಳವನ್ನು ಆಕ್ರಮಿಸಿಕೊಳ್ಳುತ್ತವೆ ಎಂದು ನಂದಿ ವಾದಿಸಿದರು. ಆದರೆ, ಪೀಠವು ಈ ವಾದಗಳನ್ನು ಪರಿಗಣಿಸಲು ನಿರಾಕರಿಸಿತು. ಕೋರ್ಟ್ ರಸ್ತೆಗಳು ಮತ್ತು ಹೆದ್ದಾರಿಗಳಿಂದ ಅಲೆಮಾರಿ ಜಾನುವಾರುಗಳನ್ನು ಮತ್ತು ಇತರ ಪ್ರಾಣಿಗಳನ್ನು ತೆಗೆದುಹಾಕಲು ಸೂಚನೆಗಳನ್ನು ಕೂಡಾ ನೀಡಿದೆ. ರಾಜಸ್ಥಾನ ಹೈಕೋರ್ಟ್ ಅಲೆಮಾರಿ ಜಾನುವಾರುಗಳನ್ನು ಹೆದ್ದಾರಿಗಳಿಂದ ತೆಗೆದುಹಾಕಲು ನೀಡಿದ್ದ ಸೂಚನೆಗಳನ್ನು ಸುಪ್ರೀಂ ಕೋರ್ಟ್ ಖಾತ್ರಿಪಡಿಸಿದೆ. ಹೆದ್ದಾರಿಗಳು, ರಸ್ತೆಗಳು, ಎಕ್ಸ್‌ಪ್ರೆಸ್‌ವೇಗಳಲ್ಲಿ ಕಂಡುಬರುವ ಎಲ್ಲಾ ಅಂತಹ ಪ್ರಾಣಿಗಳನ್ನು ತಕ್ಷಣ ತೆಗೆದುಹಾಕಲು ಒಂದು ಜಂಟಿ ಸಂಘಟಿತ ಚಳವಳಿ ನಡೆಸಬೇಕು ಎಂದು ಕೋರ್ಟ್ ಹೇಳಿದೆ. ಈ ಪ್ರಾಣಿಗಳನ್ನು ಗೋಶಾಲೆಗಳು ಅಥವಾ ಆಶ್ರಯ ಗೃಹಗಳಿಗೆ ಸ್ಥಳಾಂತರಿಸಬೇಕು. ಎಲ್ಲಾ xyxy=(530,525,690,842)
traffic-body xyxy=(534,1024,846,1268)
trump-headline-2: ಭಾರತಕ್ಕೆ ಟ್ರಂಪ್ ಭೇಟಿ xyxy=(594,1725,780,1755)
continued-page: 2 xyxy=(812,919,825,930)
family-col-2 xyxy=(1026,1542,1170,1662)
yamini-continued[interactable] xyxy=(1292,1978,1331,1989)
bus-dateline: ಬೆಂಗಳೂರು, ನ. 7: xyxy=(48,1379,126,1392)
lead-dateline: ನವದೆಹಲಿ,ನ.7: xyxy=(46,525,107,538)
rajanna-body-2: ಪುನಾರಚನೆಯ ಚರ್ಚೆಗಳು ಮುನ್ನೆಲೆಗೆ ಬಂದಿರುವಾಗಲೇ ಮಾಜಿ ಸಚಿವ ರಾಜಣ್ಣ ಅವರ ತುಮಕೂರು ಕ್ಯಾತಸಂದ್ರದಲ್ಲಿನ ನಿವಾಸದಲ್ಲಿ ಇಂದು ನಡೆಯುತ್ತಿರುವ ಔತಣ ಕೂಟ ರಾಜಕೀಯವಾಗಿ ಮಹತ್ವ ಪಡೆದುಕೊಂಡಿದೆ. ಮಾಜಿ ಸಚಿವ ಕೆ.ಎನ್.ರಾಜಣ್ಣ ಅವರ ಆಹ್ವಾನದ ಮೇರೆಗೆ ಔತಣಕೂಟಕ್ಕೆ ಮುಖ್ಯಮಂತ್ರಿ ಸಿದ್ದರಾಮಯ್ಯ, ಸಚಿವರುಗಳಾದ ಡಾ.ಜಿ.ಪರಮೇಶ್ವರ್, ಹೆಚ್.ಸಿ. ಮಹದೇವಪ್ಪ, ಸತೀಶ್ ಜಾರಕಿಹೊಳಿ, ಕೆ.ಹೆಚ್. ಮುನಿಯಪ್ಪ ಸೇರಿದಂತೆ xyxy=(538,1403,684,1625)
family-body-3: ಮನೆಯಲ್ಲಿ ಬಿದ್ದಿದ್ದ ಮೂವರನ್ನು ಗಮನಿಸಿದ ಅಕ್ಕಪಕ್ಕದ ಮನೆಯವರು ಸಮೀಪದ ಆಸ್ಪತ್ರೆಗೆ ಸೇರಿಸಿದರು. ಆದರೆ, ಆಸ್ಪತ್ರೆಗಾಗಿ ಅಶ್ವಥ್ ಅವರು ಕೊನೆಯುಸಿರೆಳೆದಿದ್ದರು. ಮಕ್ಕಳಿಬ್ಬರೂ ಆಸ್ಪತ್ರೆಯಲ್ಲಿ ಚಿಕಿತ್ಸೆ ಪಡೆಯುತ್ತಿದ್ದಾರೆ. ಮೃತ ಅಶ್ವಥ್ ಅವರ ಶವವನ್ನು ದಯಾನಂದ ಸಾಗರ್ ಆಸ್ಪತ್ರೆಯಲ್ಲಿ ಮರಣೋತ್ತರ ಪರೀಕ್ಷೆ ನಡೆಸಿ, ಕುಟುಂಬದವರಿಗೆ ಹಸ್ತಾಂತರ ಮಾಡಲಾಗಿದೆ. ಪ್ರಕರಣ ದಾಖಲಿಸಿಕೊಂಡಿರುವ ಹಾರೋಹಳ್ಳಿ ಪೊಲೀಸರು ಮುಂದಿನ ತನಿಖೆಯನ್ನು ಕೈಗೊಂಡಿದ್ದಾರೆ. xyxy=(1182,1391,1338,1594)
ticker-24k-value: 1,01,510 xyxy=(660,1997,712,2009)
vande-headline: 'ವಂದೇ ಮಾತರಂ' ಗೀತೆಯಲ್ಲ ಮಂತ್ರ xyxy=(110,943,462,978)
yamini-body-3: ನಾನು ಸಿಐಡಿ ಪೊಲೀಸ್ ಆಗಿದ್ದು, ಯಾಮಿನಿ ನನ್ನ ತಂಗಿಯಾಗಿದ್ದಾಳೆ, ಕಾಲೇಜಿನಲ್ಲಿ ಆಕೆಯ ಜೊತೆ ಓಡಾಡುವ ಬಗ್ಗೆ ನನಗೆ ಮಾಹಿತಿ ಇದೆ. ತಕ್ಷಣ ನಿಮ್ಮ ವಿರುದ್ಧ ಪ್ರಕರಣ ದಾಖಲಿಸಿ ಜೈಲಿಗೆ ಹಾಕಲು ಅಥವಾ ಮತ್ತೇನೆ ಎಂದು ಯಾಮಿನಿಯ ನಾಲ್ವರು ಸ್ನೇಹಿತರಿಗೆ ಬೆದರಿಕೆ ಹಾಕಿದ್ದ. ಗ್ರೂಪ್‌ನ ಸದಸ್ಯರನ್ನಾಗಿ ಮಾಡಿಕೊಂಡಿದ್ದ ಎಂದು ಪೊಲೀಸ್ ಮೂಲಗಳು ತಿಳಿಸಿವೆ. xyxy=(1188,1771,1338,1936)
cancer-continued[interactable] xyxy=(1292,1269,1331,1280)
ad-mobile: Mob : 9902030007/9900021097 xyxy=(1020,198,1336,220)
yamini-col-2 xyxy=(1024,1768,1178,1992)
ad-line: ಬೇಕರಿ ಓವನ್ xyxy=(1150,140,1200,153)
cancer-headline-1: ಸಿಎಂರಿಂದ ಕ್ಯಾನ್ಸರ್ xyxy=(979,527,1221,574)
lead-col-1 xyxy=(46,522,198,932)
ranya-col-1 xyxy=(196,1770,346,1992)
ranya-col-0 xyxy=(48,1836,188,1992)
lead-col-3 xyxy=(359,692,519,932)
vande-subhead: ದೇಶವ್ಯಾಪಿ ಸಾಮೂಹಿಕ ಗಾನ xyxy=(388,1224,488,1237)
dateline-kannada: ಮಂಗಳೂರು ಶುಕ್ರವಾರ 7 ನವೆಂಬರ್ 2025 | ಸಂಪುಟ 22 | ಸಂಚಿಕೆ 359 ಪುಟ 8 | ಬೆಲೆ 2.00 xyxy=(44,3,384,14)
cancer-col-3 xyxy=(1184,888,1338,1266)
vande-col-1 xyxy=(46,990,196,1282)
ranya-col-2 xyxy=(356,1770,516,1992)
ranya-body-0: ಚಿನ್ನ ಅಕ್ರಮ ಸಾಗಾಣೆ ಸಂಬಂಧ ಸ್ಯಾಂಡಲ್ ವುಡ್ ನಟಿ ರನ್ಯಾ ರಾವ್ ಪ್ರಕರಣದ ತನಿಖೆಯ ಕೊನೆಯ ಹಂತ ತಲುಪಿದೆ. ಕಳೆದ 6 ತಿಂಗಳಿಂದ ತನಿಖೆ ನಡೆಸುತ್ತಿದ್ದ ಡಿಆರ್‌ಐ ಅಧಿಕಾರಿಗಳು ಚಾರ್ಜ್ ಶೀಟ್ xyxy=(48,1839,188,1947)
lead-body-5: ರಾಜ್ಯಗಳು, ಕೇಂದ್ರಾಡಳಿತ ಪ್ರದೇಶಗಳ ಮುಖ್ಯ ಕಾರ್ಯದರ್ಶಿಗಳು ಇದರ ಕಟ್ಟುನಿಟ್ಟಿನ ಅನುಷ್ಠಾನವನ್ನು ಖಚಿತಪಡಿಸಿಕೊಳ್ಳಬೇಕು. ಇಲ್ಲದಿದ್ದರೆ, ಅಧಿಕಾರಿಗಳನ್ನು ವೈಯಕ್ತಿಕವಾಗಿ ಜವಾಬ್ದಾರರನ್ನಾಗಿ ಮಾಡಲಾಗುವುದು ಎಂದು ಕೋರ್ಟ್ ಎಚ್ಚರಿಸಿದೆ. ಜುಲೈ 28 ರಂದು, ನಗರದಲ್ಲಿ ನಾಯಿ ಕಡಿತದಿಂದ ರೇಬೀಸ್ ಸಂಬಂಧಿತ ಸಾವುಗಳ ಕುರಿತಾದ ಮಾಧ್ಯಮ ವರದಿಯನ್ನು ಆಧರಿಸಿ ಸುಪ್ರೀಂ ಕೋರ್ಟ್ ಸ್ವಯಂಪ್ರೇರಿತವಾಗಿ (ಸುಮೋಟೋ) ಈ ವಿಚಾರಣೆಯನ್ನು ಪ್ರಾರಂಭಿಸಿತು. ಆಗಸ್ಟ್ 11 ರಂದು, ಡೆಲ್ಲಿಯಲ್ಲಿ ನಾಯಿ ಕಡಿತ, ರೇಬೀಸ್ ಸಮಸ್ಯೆಗೆ ಕೋರ್ಟ್ ಕೆಲವು ತಾತ್ಕಾಲಿಕ ನಿರ್ದೇಶನಗಳನ್ನು ನೀಡಿತ್ತು. ಆದರೆ, ಆಗಸ್ಟ್ 22 ರಂದು, ಮೂವರು ನ್ಯಾಯಮೂರ್ತಿಗಳ ಪೀಠವು ಆ ನಿರ್ದೇಶನ xyxy=(702,525,848,861)
hospital-sign: ತಾಯಿ ಮತ್ತು ಮಕ್ಕಳ ಆಸ್ಪತ್ರೆ xyxy=(1002,756,1082,766)
edition-cities: ಬೆಂಗಳೂರು • ಹುಬ್ಬಳ್ಳಿ • ಕಲಬುರಗಿ • ಬಳ್ಳಾರಿ • ಮೈಸೂರು • ಮಂಗಳೂರು • ರಾಯಚೂರು • ದಾವಣಗೆರೆ • ಶಿವಮೊಗ್ಗ xyxy=(78,199,478,210)
ticker-label: ಚಿನಿವಾರಪೇಟೆ xyxy=(50,1994,112,2013)
continued-label: ಪುಟ xyxy=(804,1650,819,1661)
yamini-col-1 xyxy=(860,1768,1014,1992)
ad-line: ಜ್ಯೂಸ್ ಡಿಸ್ಪೆನ್ಸರ್ xyxy=(1150,106,1210,119)
